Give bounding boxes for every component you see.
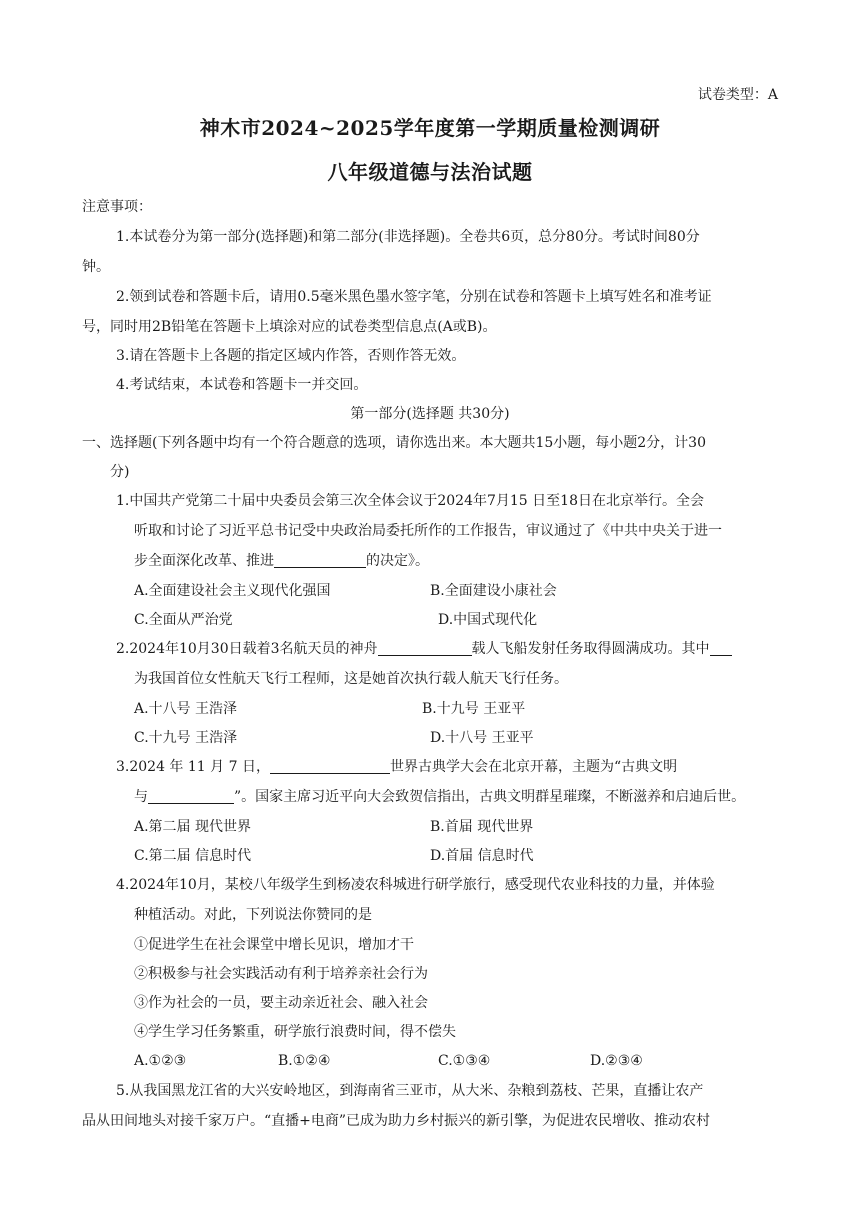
note-1-line-2: 钟。 — [82, 259, 110, 275]
q3-option-b: B.首届 现代世界 — [430, 819, 534, 835]
q1-option-b: B.全面建设小康社会 — [430, 583, 557, 599]
q1-option-d: D.中国式现代化 — [438, 612, 538, 628]
q2-line-2: 为我国首位女性航天飞行工程师，这是她首次执行载人航天飞行任务。 — [134, 671, 568, 687]
note-2-line-1: 2.领到试卷和答题卡后，请用0.5毫米黑色墨水签字笔，分别在试卷和答题卡上填写姓名和准考证 — [116, 289, 712, 305]
q2-option-d: D.十八号 王亚平 — [430, 730, 534, 746]
q1-line-3-post: 的决定》。 — [366, 553, 429, 569]
q3-option-a: A.第二届 现代世界 — [134, 819, 252, 835]
q2-answer-blank-1 — [378, 639, 472, 656]
q1-answer-blank — [274, 551, 366, 568]
q3-line-1-post: 世界古典学大会在北京开幕，主题为“古典文明 — [389, 759, 678, 775]
paper-type-label: 试卷类型：A — [697, 87, 778, 103]
q4-option-d: D.②③④ — [590, 1053, 643, 1069]
q5-line-1: 5.从我国黑龙江省的大兴安岭地区，到海南省三亚市，从大米、杂粮到荔枝、芒果，直播让农产 — [116, 1083, 704, 1099]
q4-line-2: 种植活动。对此，下列说法你赞同的是 — [134, 907, 372, 923]
q1-option-c: C.全面从严治党 — [134, 612, 233, 628]
q1-line-1: 1.中国共产党第二十届中央委员会第三次全体会议于2024年7月15 日至18日在北京举行。全会 — [116, 493, 704, 509]
q3-option-d: D.首届 信息时代 — [430, 848, 534, 864]
q2-line-1-pre: 2.2024年10月30日载着3名航天员的神舟 — [116, 641, 378, 657]
note-4: 4.考试结束，本试卷和答题卡一并交回。 — [116, 377, 368, 393]
q4-statement-3: ③作为社会的一员，要主动亲近社会、融入社会 — [134, 995, 428, 1011]
q2-option-c: C.十九号 王浩泽 — [134, 730, 238, 746]
q3-option-c: C.第二届 信息时代 — [134, 848, 252, 864]
exam-subtitle: 八年级道德与法治试题 — [327, 160, 533, 184]
section-1-instructions-line-2: 分) — [110, 464, 130, 480]
note-2-line-2: 号，同时用2B铅笔在答题卡上填涂对应的试卷类型信息点(A或B)。 — [82, 319, 497, 335]
part1-heading: 第一部分(选择题 共30分) — [350, 406, 510, 422]
q3-line-2 — [134, 782, 745, 812]
q3-line-2-pre: 与 — [134, 789, 148, 805]
section-1-instructions-line-1: 一、选择题(下列各题中均有一个符合题意的选项，请你选出来。本大题共15小题，每小题2分，计30 — [82, 435, 706, 451]
exam-title: 神木市2024~2025学年度第一学期质量检测调研 — [199, 116, 661, 140]
q1-line-3-pre: 步全面深化改革、推进 — [134, 553, 274, 569]
q3-answer-blank-1 — [270, 757, 390, 774]
note-3: 3.请在答题卡上各题的指定区域内作答，否则作答无效。 — [116, 348, 466, 364]
q1-option-a: A.全面建设社会主义现代化强国 — [134, 583, 331, 599]
q2-line-1-post: 载人飞船发射任务取得圆满成功。其中 — [471, 641, 710, 657]
q1-line-2: 听取和讨论了习近平总书记受中央政治局委托所作的工作报告，审议通过了《中共中央关于进一 — [134, 523, 722, 539]
q3-answer-blank-2 — [148, 787, 234, 804]
q4-statement-1: ①促进学生在社会课堂中增长见识，增加才干 — [134, 937, 414, 953]
q2-line-1 — [116, 634, 732, 664]
q1-line-3 — [134, 546, 429, 576]
q2-option-a: A.十八号 王浩泽 — [134, 701, 238, 717]
q3-line-1-pre: 3.2024 年 11 月 7 日， — [116, 759, 270, 775]
q4-option-b: B.①②④ — [278, 1053, 331, 1069]
q2-answer-blank-2 — [710, 639, 732, 656]
notes-heading: 注意事项： — [82, 199, 152, 215]
q4-line-1: 4.2024年10月，某校八年级学生到杨凌农科城进行研学旅行，感受现代农业科技的力量，并体验 — [116, 877, 715, 893]
note-1-line-1: 1.本试卷分为第一部分(选择题)和第二部分(非选择题)。全卷共6页，总分80分。考试时间80分 — [116, 229, 700, 245]
q5-line-2: 品从田间地头对接千家万户。“直播+电商”已成为助力乡村振兴的新引擎，为促进农民增收、推动农村 — [82, 1113, 711, 1129]
q4-option-a: A.①②③ — [134, 1053, 187, 1069]
q4-option-c: C.①③④ — [438, 1053, 491, 1069]
q2-option-b: B.十九号 王亚平 — [422, 701, 526, 717]
q3-line-1 — [116, 752, 677, 782]
q4-statement-4: ④学生学习任务繁重，研学旅行浪费时间，得不偿失 — [134, 1024, 456, 1040]
q4-statement-2: ②积极参与社会实践活动有利于培养亲社会行为 — [134, 966, 428, 982]
q3-line-2-post: ”。国家主席习近平向大会致贺信指出，古典文明群星璀璨，不断滋养和启迪后世。 — [234, 789, 746, 805]
